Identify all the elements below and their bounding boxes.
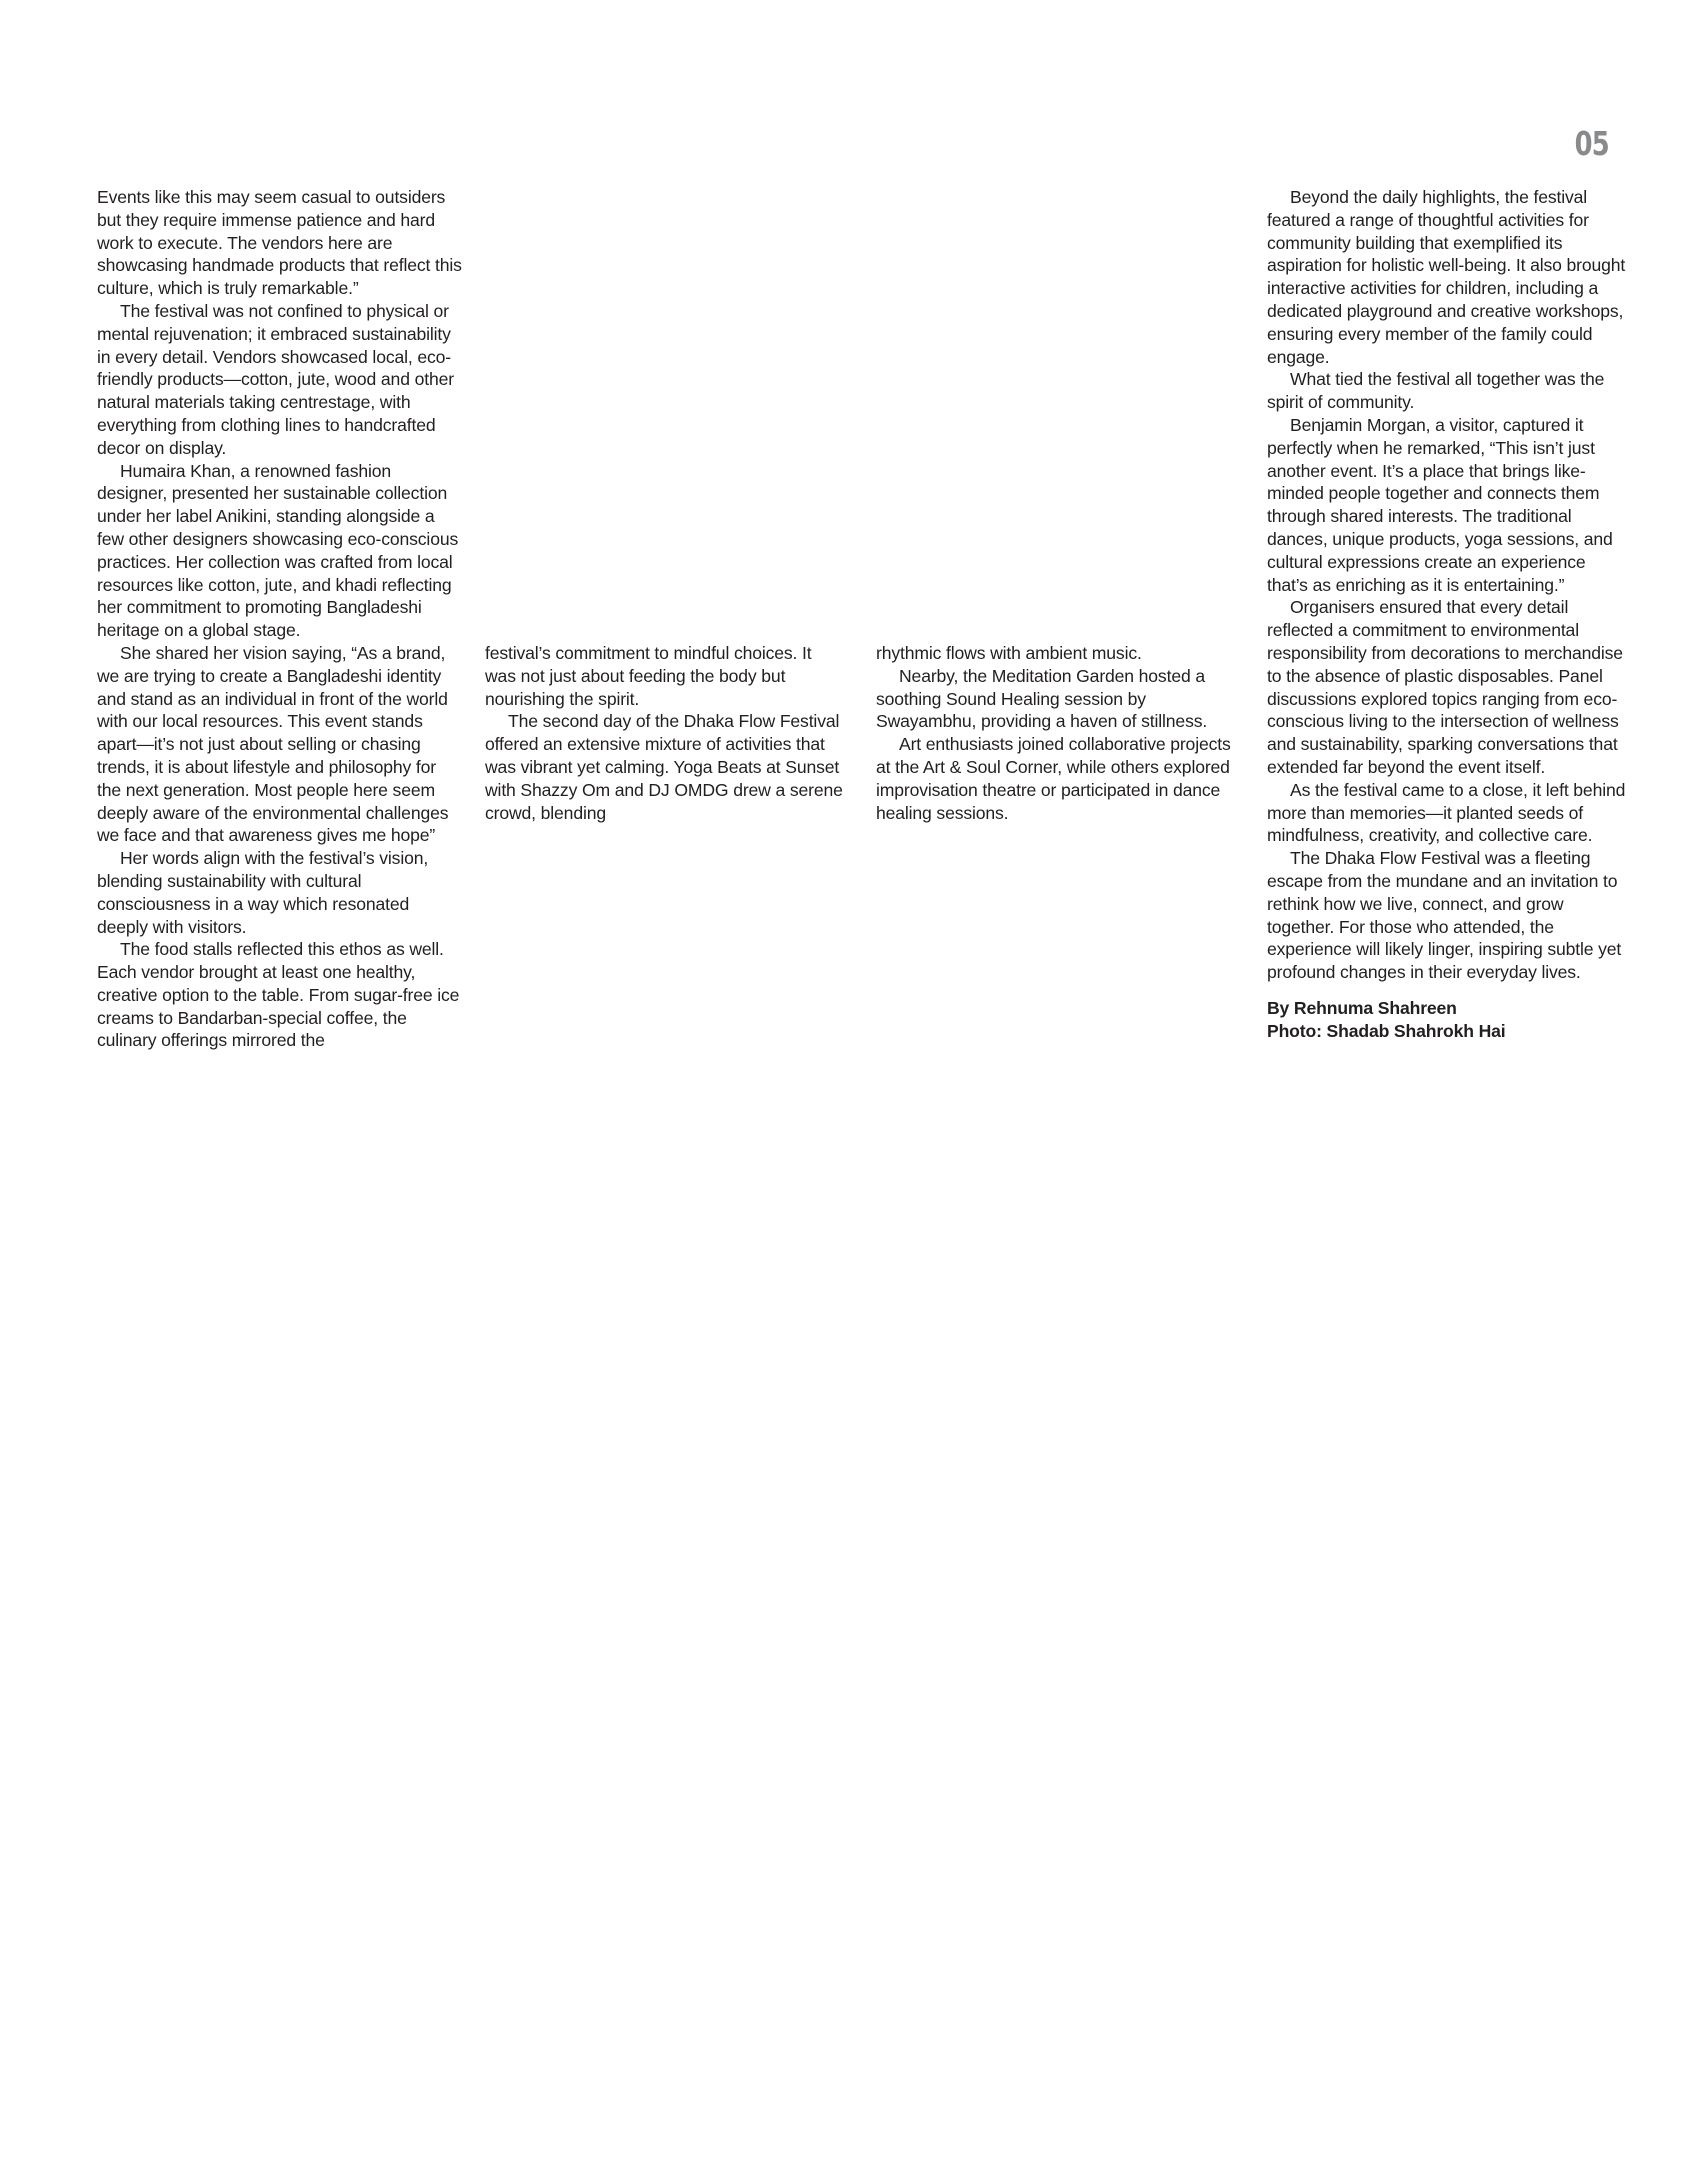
article-column-2 — [485, 642, 845, 824]
paragraph: The festival was not confined to physical or mental rejuvenation; it embraced sustainability in every detail. Vendors showcased local, eco-friendly products—cotton, jute, wood and other natural materials taking centrestage, with everything from clothing lines to handcrafted decor on display. — [97, 300, 454, 458]
paragraph: She shared her vision saying, “As a brand, we are trying to create a Bangladeshi identity and stand as an individual in front of the world with our local resources. This event stands apart—it’s not just about selling or chasing trends, it is about lifestyle and philosophy for the next generation. Most people here seem deeply aware of the environmental challenges we face and that awareness gives me hope” — [97, 642, 449, 846]
author-credit: By Rehnuma Shahreen — [1267, 997, 1457, 1018]
paragraph: The food stalls reflected this ethos as well. Each vendor brought at least one healthy, creative option to the table. From sugar-free ice creams to Bandarban-special coffee, the culinary offerings mirrored the — [97, 939, 460, 1051]
article-column-3 — [876, 642, 1236, 824]
paragraph: Art enthusiasts joined collaborative projects at the Art & Soul Corner, while others explored improvisation theatre or participated in dance healing sessions. — [876, 734, 1231, 823]
article-column-1 — [97, 186, 463, 1052]
paragraph: Benjamin Morgan, a visitor, captured it perfectly when he remarked, “This isn’t just another event. It’s a place that brings like-minded people together and connects them through shared interests. The traditional dances, unique products, yoga sessions, and cultural expressions create an experience that’s as enriching as it is entertaining.” — [1267, 414, 1613, 595]
paragraph: Events like this may seem casual to outsiders but they require immense patience and hard work to execute. The vendors here are showcasing handmade products that reflect this culture, which is truly remarkable.” — [97, 187, 462, 299]
byline — [1267, 997, 1631, 1043]
paragraph: Beyond the daily highlights, the festival featured a range of thoughtful activities for community building that exemplified its aspiration for holistic well-being. It also brought interactive activities for children, including a dedicated playground and creative workshops, ensuring every member of the family could engage. — [1267, 187, 1626, 367]
paragraph: rhythmic flows with ambient music. — [876, 643, 1142, 663]
paragraph: Organisers ensured that every detail reflected a commitment to environmental responsibility from decorations to merchandise to the absence of plastic disposables. Panel discussions explored topics ranging from eco-conscious living to the intersection of wellness and sustainability, sparking conversations that extended far beyond the event itself. — [1267, 597, 1623, 777]
paragraph: festival’s commitment to mindful choices. It was not just about feeding the body but nourishing the spirit. — [485, 643, 812, 709]
paragraph: As the festival came to a close, it left behind more than memories—it planted seeds of mindfulness, creativity, and collective care. — [1267, 779, 1626, 846]
photo-credit: Photo: Shadab Shahrokh Hai — [1267, 1020, 1506, 1041]
paragraph: Nearby, the Meditation Garden hosted a soothing Sound Healing session by Swayambhu, providing a haven of stillness. — [876, 665, 1208, 732]
paragraph: The second day of the Dhaka Flow Festival offered an extensive mixture of activities that was vibrant yet calming. Yoga Beats at Sunset with Shazzy Om and DJ OMDG drew a serene crowd, blending — [485, 711, 843, 823]
page-number: 05 — [1574, 124, 1609, 163]
paragraph: Her words align with the festival’s vision, blending sustainability with cultural consciousness in a way which resonated deeply with visitors. — [97, 848, 429, 937]
paragraph: What tied the festival all together was the spirit of community. — [1267, 369, 1605, 413]
article-column-4 — [1267, 186, 1631, 1042]
paragraph: The Dhaka Flow Festival was a fleeting escape from the mundane and an invitation to rethink how we live, connect, and grow together. For those who attended, the experience will likely linger, inspiring subtle yet profound changes in their everyday lives. — [1267, 848, 1622, 983]
paragraph: Humaira Khan, a renowned fashion designer, presented her sustainable collection under her label Anikini, standing alongside a few other designers showcasing eco-conscious practices. Her collection was crafted from local resources like cotton, jute, and khadi reflecting her commitment to promoting Bangladeshi heritage on a global stage. — [97, 460, 459, 641]
